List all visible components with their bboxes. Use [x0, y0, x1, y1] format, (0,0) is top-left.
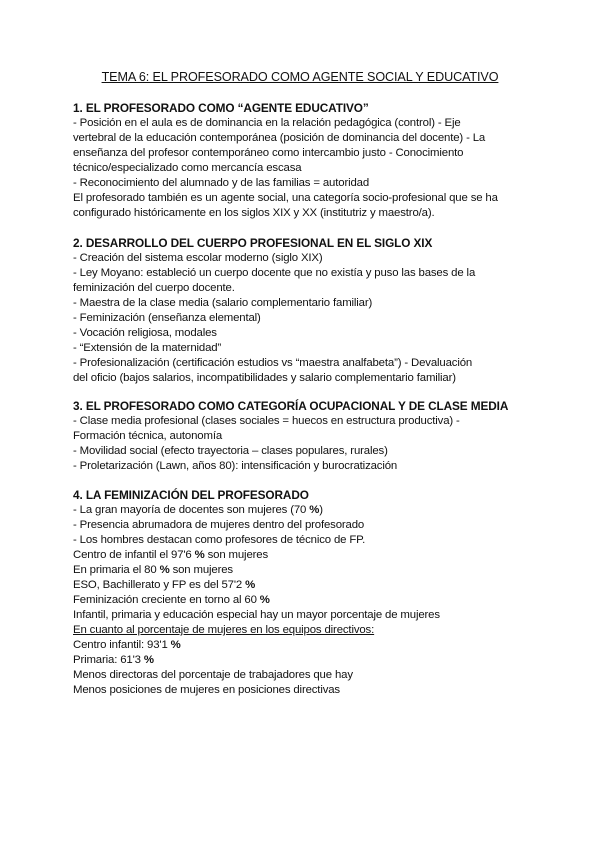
percent-sign: %	[159, 564, 170, 576]
section-3-line: - Movilidad social (efecto trayectoria – clases populares, rurales)	[73, 445, 388, 457]
section-1-line: vertebral de la educación contemporánea (posición de dominancia del docente) - La	[73, 132, 486, 144]
section-1-line: El profesorado también es un agente social, una categoría socio-profesional que se ha	[73, 192, 498, 204]
section-3-line: Formación técnica, autonomía	[73, 430, 223, 442]
percent-sign: %	[170, 639, 181, 651]
percent-sign: %	[245, 579, 256, 591]
section-4-line: - Los hombres destacan como profesores de técnico de FP.	[73, 534, 366, 546]
section-4-line: Menos directoras del porcentaje de trabajadores que hay	[73, 669, 353, 681]
section-2-line: - Creación del sistema escolar moderno (siglo XIX)	[73, 252, 323, 264]
section-3-line: - Proletarización (Lawn, años 80): intensificación y burocratización	[73, 460, 398, 472]
section-4-line: Menos posiciones de mujeres en posiciones directivas	[73, 684, 340, 696]
section-1	[73, 101, 543, 221]
section-4-line: Centro de infantil el 97'6 % son mujeres	[73, 549, 269, 561]
section-3	[73, 399, 543, 474]
section-4-line: Feminización creciente en torno al 60 %	[73, 594, 270, 606]
section-3-line: - Clase media profesional (clases sociales = huecos en estructura productiva) -	[73, 415, 460, 427]
section-2-line: - Profesionalización (certificación estudios vs “maestra analfabeta”) - Devaluación	[73, 357, 473, 369]
section-4-line: En primaria el 80 % son mujeres	[73, 564, 233, 576]
section-1-heading: 1. EL PROFESORADO COMO “AGENTE EDUCATIVO”	[73, 101, 369, 115]
section-2-line: del oficio (bajos salarios, incompatibilidades y salario complementario familiar)	[73, 372, 456, 384]
section-1-line: - Reconocimiento del alumnado y de las familias = autoridad	[73, 177, 370, 189]
section-2-line: - Feminización (enseñanza elemental)	[73, 312, 261, 324]
section-2-heading: 2. DESARROLLO DEL CUERPO PROFESIONAL EN EL SIGLO XIX	[73, 236, 433, 250]
section-4-line: Centro infantil: 93'1 %	[73, 639, 181, 651]
section-4	[73, 488, 543, 698]
section-2-line: - “Extensión de la maternidad”	[73, 342, 222, 354]
section-2-line: feminización del cuerpo docente.	[73, 282, 235, 294]
section-2	[73, 236, 543, 386]
section-4-line: Infantil, primaria y educación especial hay un mayor porcentaje de mujeres	[73, 609, 440, 621]
section-4-subheading: En cuanto al porcentaje de mujeres en los equipos directivos:	[73, 624, 375, 636]
document-title: TEMA 6: EL PROFESORADO COMO AGENTE SOCIAL Y EDUCATIVO	[101, 70, 499, 84]
section-4-line: - La gran mayoría de docentes son mujeres (70 %)	[73, 504, 323, 516]
percent-sign: %	[143, 654, 154, 666]
percent-sign: %	[309, 504, 320, 516]
section-4-line: ESO, Bachillerato y FP es del 57'2 %	[73, 579, 256, 591]
section-1-line: configurado históricamente en los siglos XIX y XX (institutriz y maestro/a).	[73, 207, 435, 219]
section-2-line: - Maestra de la clase media (salario complementario familiar)	[73, 297, 373, 309]
section-1-line: técnico/especializado como mercancía escasa	[73, 162, 302, 174]
section-2-line: - Ley Moyano: estableció un cuerpo docente que no existía y puso las bases de la	[73, 267, 476, 279]
section-4-line: - Presencia abrumadora de mujeres dentro del profesorado	[73, 519, 365, 531]
percent-sign: %	[194, 549, 205, 561]
section-1-line: - Posición en el aula es de dominancia en la relación pedagógica (control) - Eje	[73, 117, 461, 129]
section-4-heading: 4. LA FEMINIZACIÓN DEL PROFESORADO	[73, 488, 309, 502]
section-4-line: Primaria: 61'3 %	[73, 654, 154, 666]
section-3-heading: 3. EL PROFESORADO COMO CATEGORÍA OCUPACIONAL Y DE CLASE MEDIA	[73, 399, 509, 413]
percent-sign: %	[259, 594, 270, 606]
section-1-line: enseñanza del profesor contemporáneo como intercambio justo - Conocimiento	[73, 147, 464, 159]
section-2-line: - Vocación religiosa, modales	[73, 327, 217, 339]
